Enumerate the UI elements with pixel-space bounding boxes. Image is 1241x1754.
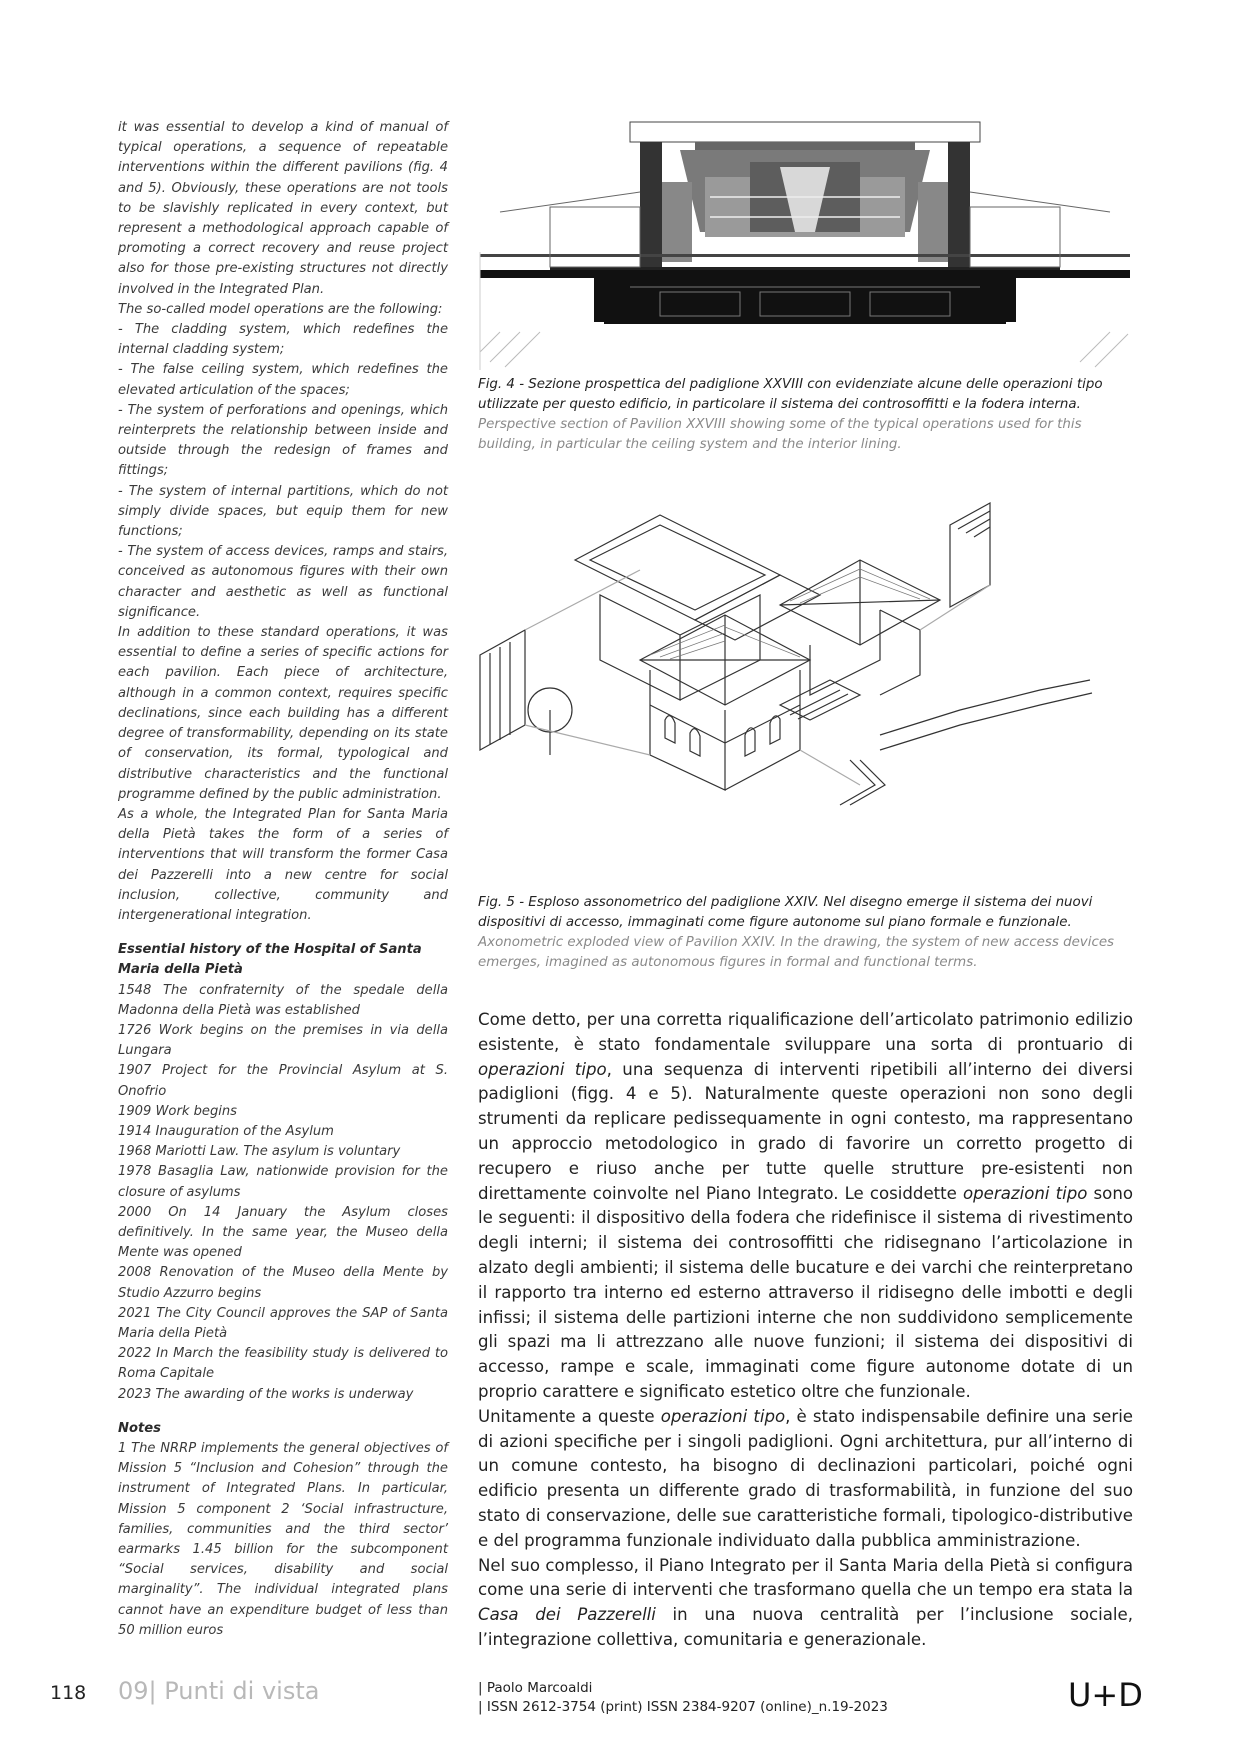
page-number: 118	[50, 1682, 87, 1704]
intro-paragraph-9: As a whole, the Integrated Plan for Santa Maria della Pietà takes the form of a series of interventions that will transform the former Casa dei Pazzerelli into a new centre for social inclusion, collective, community and intergenerational integration.	[118, 806, 448, 923]
notes-heading: Notes	[118, 1420, 161, 1436]
history-section	[118, 940, 448, 1405]
intro-paragraph-2: The so-called model operations are the following:	[118, 301, 443, 317]
history-item: 1909 Work begins	[118, 1103, 238, 1119]
section-title: 09| Punti di vista	[118, 1677, 320, 1705]
main-p2-b: , è stato indispensabile definire una serie di azioni specifiche per i singoli padiglioni. Ogni architettura, pur all’interno di un comune contesto, ha bisogno di declinazioni particolari, poiché ogni edificio presenta un differente grado di trasformabilità, in funzione del suo stato di conservazione, delle sue caratteristiche formali, tipologico-distributive e del programma funzionale individuato dalla pubblica amministrazione.	[478, 1406, 1134, 1550]
history-item: 1548 The confraternity of the spedale della Madonna della Pietà was established	[118, 982, 448, 1018]
history-item: 2023 The awarding of the works is underway	[118, 1386, 414, 1402]
history-item: 2000 On 14 January the Asylum closes definitively. In the same year, the Museo della Mente was opened	[118, 1204, 448, 1261]
intro-paragraph-3: - The cladding system, which redefines the internal cladding system;	[118, 322, 448, 358]
axonometric-drawing	[480, 485, 1130, 885]
main-p1-em1: operazioni tipo	[478, 1059, 607, 1079]
history-item: 1968 Mariotti Law. The asylum is voluntary	[118, 1144, 401, 1160]
main-p2-a: Unitamente a queste	[478, 1406, 661, 1426]
main-p3-a: Nel suo complesso, il Piano Integrato per il Santa Maria della Pietà si configura come una serie di interventi che trasformano quella che un tempo era stata la	[478, 1555, 1133, 1600]
logo-mark	[1068, 1676, 1143, 1714]
main-text	[478, 1008, 1133, 1653]
notes-section	[118, 1419, 448, 1641]
figure-4-caption-en: Perspective section of Pavilion XXVIII showing some of the typical operations used for this building, in particular the ceiling system and the interior lining.	[478, 417, 1082, 452]
figure-5-caption	[478, 893, 1133, 973]
author-line: | Paolo Marcoaldi	[478, 1680, 593, 1696]
journal-logo	[1068, 1676, 1143, 1714]
history-item: 1907 Project for the Provincial Asylum at S. Onofrio	[118, 1063, 448, 1099]
history-heading: Essential history of the Hospital of Santa Maria della Pietà	[118, 942, 422, 978]
intro-paragraph-8: In addition to these standard operations, it was essential to define a series of specific actions for each pavilion. Each piece of architecture, although in a common context, requires specific declinations, since each building has a different degree of transformability, depending on its state of conservation, its formal, typological and distributive characteristics and the functional programme defined by the public administration.	[118, 625, 448, 802]
notes-text: 1 The NRRP implements the general objectives of Mission 5 “Inclusion and Cohesion” through the instrument of Integrated Plans. In particular, Mission 5 component 2 ‘Social infrastructure, families, communities and the third sector’ earmarks 1.45 billion for the subcomponent “Social services, disability and social marginality”. The individual integrated plans cannot have an expenditure budget of less than 50 million euros	[118, 1441, 448, 1638]
figure-5-drawing	[480, 485, 1130, 885]
figure-5-caption-en: Axonometric exploded view of Pavilion XXIV. In the drawing, the system of new access devices emerges, imagined as autonomous figures in formal and functional terms.	[478, 935, 1115, 970]
history-item: 2022 In March the feasibility study is delivered to Roma Capitale	[118, 1346, 448, 1382]
main-paragraph-2	[478, 1405, 1133, 1554]
main-p1-c: sono le seguenti: il dispositivo della fodera che ridefinisce il sistema di rivestimento degli interni; il sistema dei controsoffitti che ridisegnano l’articolazione in alzato degli ambienti; il sistema delle bucature e dei varchi che reinterpretano il rapporto tra interno ed esterno attraverso il ridisegno delle imbotti e degli infissi; il sistema delle partizioni interne che non suddividono semplicemente gli spazi ma li attrezzano alle nuove funzioni; il sistema dei dispositivi di accesso, rampe e scale, immaginati come figure autonome dotate di un proprio carattere e significato estetico oltre che funzionale.	[478, 1183, 1133, 1401]
intro-paragraph-4: - The false ceiling system, which redefines the elevated articulation of the spaces;	[118, 362, 448, 398]
figure-4-caption	[478, 375, 1133, 455]
history-item: 2008 Renovation of the Museo della Mente by Studio Azzurro begins	[118, 1265, 448, 1301]
figure-4-drawing	[480, 122, 1130, 370]
intro-paragraph-5: - The system of perforations and openings, which reinterprets the relationship between inside and outside through the redesign of frames and fittings;	[118, 402, 448, 479]
figure-4-caption-it: Fig. 4 - Sezione prospettica del padiglione XXVIII con evidenziate alcune delle operazioni tipo utilizzate per questo edificio, in particolare il sistema dei controsoffitti e la fodera interna.	[478, 377, 1103, 412]
history-item: 1914 Inauguration of the Asylum	[118, 1123, 334, 1139]
history-item: 1726 Work begins on the premises in via della Lungara	[118, 1022, 448, 1059]
figure-5-caption-it: Fig. 5 - Esploso assonometrico del padiglione XXIV. Nel disegno emerge il sistema dei nuovi dispositivi di accesso, immaginati come figure autonome sul piano formale e funzionale.	[478, 895, 1093, 930]
logo-text: U+D	[1068, 1676, 1143, 1714]
left-column	[118, 118, 448, 1641]
main-p1-a: Come detto, per una corretta riqualificazione dell’articolato patrimonio edilizio esistente, è stato fondamentale sviluppare una sorta di prontuario di	[478, 1010, 1133, 1054]
footer-meta	[478, 1679, 888, 1717]
main-paragraph-3	[478, 1554, 1133, 1653]
main-p2-em: operazioni tipo	[660, 1406, 786, 1426]
issn-line: | ISSN 2612-3754 (print) ISSN 2384-9207 (online)_n.19-2023	[478, 1699, 888, 1715]
intro-paragraph-6: - The system of internal partitions, which do not simply divide spaces, but equip them for new functions;	[118, 483, 448, 540]
main-p3-em: Casa dei Pazzerelli	[478, 1605, 656, 1625]
main-paragraph-1	[478, 1008, 1133, 1405]
main-p3-b: in una nuova centralità per l’inclusione sociale, l’integrazione collettiva, comunitaria e generazionale.	[478, 1605, 1133, 1649]
intro-paragraph-7: - The system of access devices, ramps and stairs, conceived as autonomous figures with their own character and aesthetic as well as functional significance.	[118, 544, 448, 620]
main-p1-b: , una sequenza di interventi ripetibili all’interno dei diversi padiglioni (figg. 4 e 5). Naturalmente queste operazioni non sono degli strumenti da replicare pedissequamente in ogni contesto, ma rappresentano un approccio metodologico in grado di favorire un corretto progetto di recupero e riuso anche per tutte quelle strutture pre-esistenti non direttamente coinvolte nel Piano Integrato. Le cosiddette	[478, 1059, 1133, 1203]
history-item: 2021 The City Council approves the SAP of Santa Maria della Pietà	[118, 1305, 448, 1341]
history-item: 1978 Basaglia Law, nationwide provision for the closure of asylums	[118, 1164, 448, 1200]
main-p1-em2: operazioni tipo	[963, 1183, 1088, 1203]
intro-paragraph-1: it was essential to develop a kind of manual of typical operations, a sequence of repeatable interventions within the different pavilions (fig. 4 and 5). Obviously, these operations are not tools to be slavishly replicated in every context, but represent a methodological approach capable of promoting a correct recovery and reuse project also for those pre-existing structures not directly involved in the Integrated Plan.	[118, 120, 448, 297]
section-drawing	[480, 122, 1130, 370]
